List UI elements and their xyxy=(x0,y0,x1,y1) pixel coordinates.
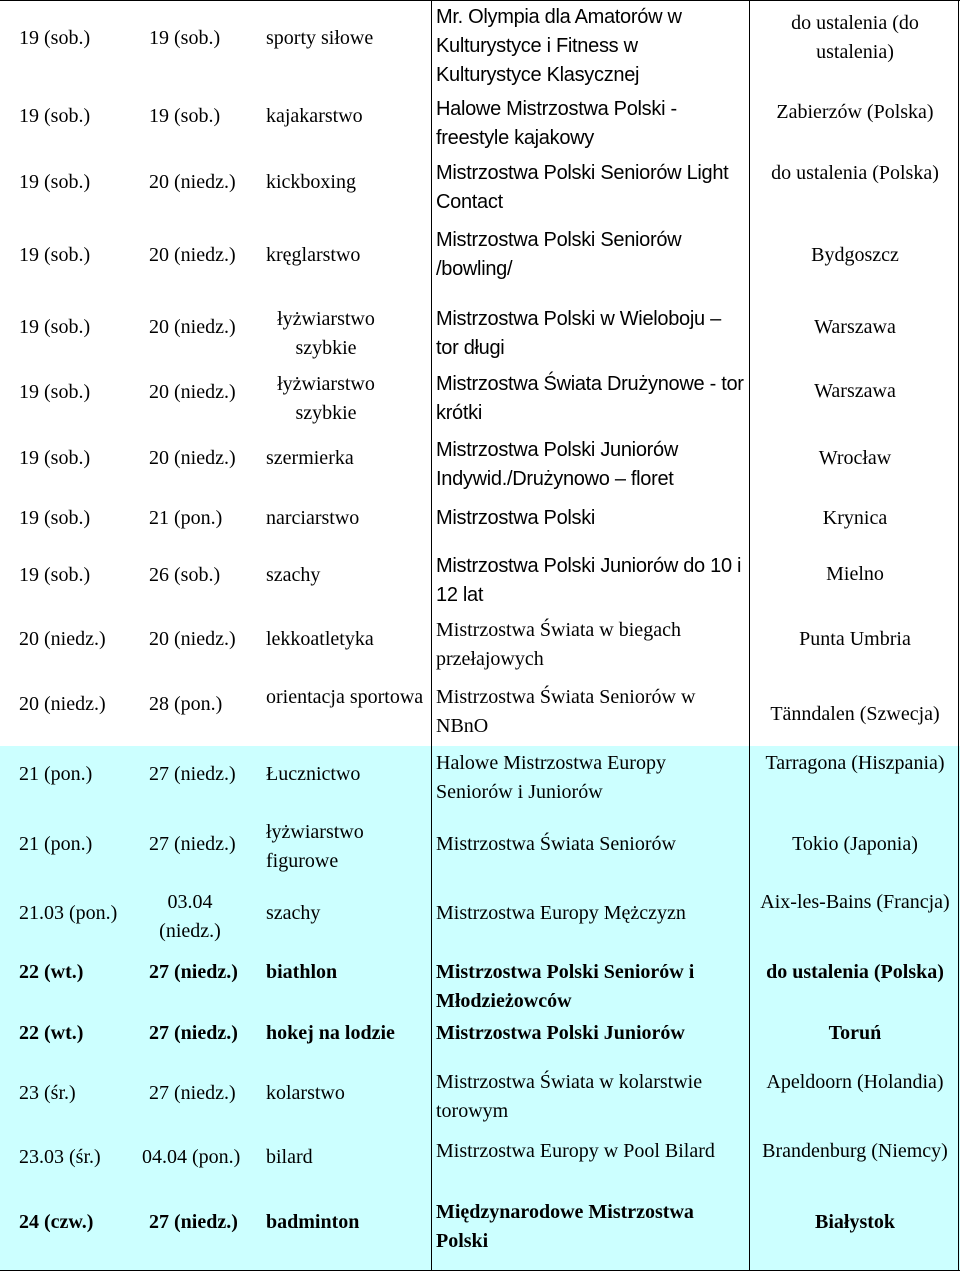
event-cell xyxy=(436,814,746,881)
start-date: 21.03 (pon.) xyxy=(19,902,118,924)
end-date: 28 (pon.) xyxy=(149,693,223,715)
table-row xyxy=(0,223,960,303)
event-cell xyxy=(436,680,746,746)
discipline: sporty siłowe xyxy=(266,27,374,49)
event-cell xyxy=(436,498,746,548)
discipline-cell xyxy=(266,157,428,223)
end-date: 27 (niedz.) xyxy=(149,833,236,855)
start-date: 23.03 (śr.) xyxy=(19,1146,101,1168)
event-name: Mistrzostwa Europy Mężczyzn xyxy=(436,902,686,924)
discipline-cell xyxy=(266,1063,428,1133)
discipline-cell xyxy=(266,613,428,680)
start-date-cell xyxy=(19,434,143,498)
discipline-cell xyxy=(266,548,428,613)
event-cell xyxy=(436,952,746,1015)
discipline: łyżwiarstwo szybkie xyxy=(277,308,375,359)
end-date: 03.04 (niedz.) xyxy=(159,891,221,942)
table-row xyxy=(0,613,960,680)
location-cell xyxy=(752,881,958,952)
location: Mielno xyxy=(826,563,884,585)
event-cell xyxy=(436,1133,746,1196)
event-cell xyxy=(436,0,746,95)
table-row xyxy=(0,95,960,157)
end-date-cell xyxy=(149,303,261,368)
location-cell xyxy=(752,303,958,368)
discipline-cell xyxy=(266,303,386,368)
start-date-cell xyxy=(19,368,143,434)
location-cell xyxy=(752,0,958,95)
discipline-cell xyxy=(266,223,428,303)
discipline: bilard xyxy=(266,1146,313,1168)
location: Krynica xyxy=(822,507,888,529)
event-name: Mistrzostwa Europy w Pool Bilard xyxy=(436,1140,715,1162)
end-date-cell xyxy=(149,952,261,1015)
end-date-cell xyxy=(149,157,261,223)
discipline: kajakarstwo xyxy=(266,105,363,127)
location-cell xyxy=(752,952,958,1015)
location: Toruń xyxy=(828,1022,882,1044)
location: Białystok xyxy=(814,1211,896,1233)
start-date-cell xyxy=(19,498,143,548)
end-date: 20 (niedz.) xyxy=(149,316,236,338)
start-date-cell xyxy=(19,1196,143,1270)
event-name: Mistrzostwa Polski Juniorów do 10 i 12 lat xyxy=(436,555,742,606)
location: Zabierzów (Polska) xyxy=(776,101,934,123)
end-date: 20 (niedz.) xyxy=(149,447,236,469)
end-date-cell xyxy=(149,434,261,498)
start-date: 22 (wt.) xyxy=(19,1022,84,1044)
discipline-cell xyxy=(266,881,428,952)
end-date-cell xyxy=(149,1063,261,1133)
end-date-cell xyxy=(142,1133,254,1196)
event-name: Mistrzostwa Świata w biegach przełajowych xyxy=(436,619,681,670)
event-cell xyxy=(436,548,746,613)
location: Aix-les-Bains (Francja) xyxy=(760,891,950,913)
end-date: 19 (sob.) xyxy=(149,27,221,49)
location: Punta Umbria xyxy=(799,628,911,650)
start-date: 19 (sob.) xyxy=(19,244,91,266)
table-row xyxy=(0,548,960,613)
table-row xyxy=(0,746,960,814)
discipline: kickboxing xyxy=(266,171,356,193)
end-date-cell xyxy=(149,368,261,434)
table-row xyxy=(0,680,960,746)
start-date-cell xyxy=(19,303,143,368)
event-cell xyxy=(436,157,746,223)
start-date: 24 (czw.) xyxy=(19,1211,94,1233)
start-date: 20 (niedz.) xyxy=(19,628,106,650)
end-date: 27 (niedz.) xyxy=(149,1211,238,1233)
start-date-cell xyxy=(19,613,143,680)
location-cell xyxy=(752,814,958,881)
location-cell xyxy=(752,1196,958,1270)
location: Warszawa xyxy=(814,316,896,338)
end-date: 27 (niedz.) xyxy=(149,961,238,983)
end-date-cell xyxy=(149,746,261,814)
table-row xyxy=(0,1196,960,1270)
discipline-cell xyxy=(266,746,428,814)
location-cell xyxy=(752,95,958,157)
event-cell xyxy=(436,613,746,680)
location: do ustalenia (Polska) xyxy=(766,961,944,983)
table-row xyxy=(0,1063,960,1133)
end-date-cell xyxy=(134,881,246,952)
discipline-cell xyxy=(266,814,406,881)
start-date: 21 (pon.) xyxy=(19,763,93,785)
start-date: 19 (sob.) xyxy=(19,171,91,193)
location-cell xyxy=(752,613,958,680)
location: Tarragona (Hiszpania) xyxy=(765,752,945,774)
event-cell xyxy=(436,1015,746,1063)
start-date-cell xyxy=(19,952,143,1015)
start-date-cell xyxy=(19,223,143,303)
event-name: Halowe Mistrzostwa Europy Seniorów i Juniorów xyxy=(436,752,666,803)
end-date-cell xyxy=(149,680,261,746)
end-date: 20 (niedz.) xyxy=(149,628,236,650)
event-cell xyxy=(436,368,746,434)
table-row xyxy=(0,1133,960,1196)
start-date: 19 (sob.) xyxy=(19,447,91,469)
end-date: 20 (niedz.) xyxy=(149,381,236,403)
discipline-cell xyxy=(266,1015,436,1063)
event-name: Mistrzostwa Polski w Wieloboju – tor długi xyxy=(436,308,721,359)
start-date-cell xyxy=(19,680,143,746)
start-date: 19 (sob.) xyxy=(19,381,91,403)
event-name: Mistrzostwa Polski Juniorów Indywid./Drużynowo – floret xyxy=(436,439,678,490)
start-date-cell xyxy=(19,548,143,613)
event-name: Mistrzostwa Świata Drużynowe - tor krótki xyxy=(436,373,744,424)
event-cell xyxy=(436,1196,746,1270)
start-date: 19 (sob.) xyxy=(19,27,91,49)
discipline: szachy xyxy=(266,902,321,924)
start-date-cell xyxy=(19,1133,143,1196)
event-cell xyxy=(436,1063,746,1133)
end-date: 20 (niedz.) xyxy=(149,244,236,266)
start-date: 19 (sob.) xyxy=(19,507,91,529)
event-cell xyxy=(436,223,746,303)
table-row xyxy=(0,881,960,952)
discipline: lekkoatletyka xyxy=(266,628,374,650)
location: Apeldoorn (Holandia) xyxy=(766,1071,944,1093)
discipline: badminton xyxy=(266,1211,360,1233)
location-cell xyxy=(752,157,958,223)
location-cell xyxy=(752,498,958,548)
location-cell xyxy=(752,1133,958,1196)
start-date-cell xyxy=(19,746,143,814)
location: Tänndalen (Szwecja) xyxy=(770,703,940,725)
event-cell xyxy=(436,303,746,368)
discipline-cell xyxy=(266,1133,428,1196)
discipline: biathlon xyxy=(266,961,338,983)
start-date: 19 (sob.) xyxy=(19,105,91,127)
end-date: 27 (niedz.) xyxy=(149,1022,238,1044)
event-name: Mistrzostwa Świata Seniorów xyxy=(436,833,676,855)
discipline-cell xyxy=(266,95,428,157)
start-date-cell xyxy=(19,814,143,881)
start-date-cell xyxy=(19,0,143,95)
start-date: 22 (wt.) xyxy=(19,961,84,983)
discipline: łyżwiarstwo szybkie xyxy=(277,373,375,424)
end-date-cell xyxy=(149,223,261,303)
end-date: 19 (sob.) xyxy=(149,105,221,127)
location-cell xyxy=(752,680,958,746)
start-date: 20 (niedz.) xyxy=(19,693,106,715)
event-cell xyxy=(436,881,746,952)
location: Brandenburg (Niemcy) xyxy=(762,1140,948,1162)
location: Bydgoszcz xyxy=(811,244,899,266)
discipline: narciarstwo xyxy=(266,507,360,529)
discipline-cell xyxy=(266,498,428,548)
discipline-cell xyxy=(266,680,428,746)
location-cell xyxy=(752,223,958,303)
end-date-cell xyxy=(149,95,261,157)
discipline: łyżwiarstwo figurowe xyxy=(266,821,364,872)
discipline: kolarstwo xyxy=(266,1082,345,1104)
discipline: orientacja sportowa xyxy=(266,686,424,708)
end-date: 26 (sob.) xyxy=(149,564,221,586)
discipline: hokej na lodzie xyxy=(266,1022,395,1044)
event-name: Mistrzostwa Polski Seniorów /bowling/ xyxy=(436,229,682,280)
location: Tokio (Japonia) xyxy=(792,833,918,855)
end-date-cell xyxy=(149,1196,261,1270)
table-row xyxy=(0,303,960,368)
discipline: kręglarstwo xyxy=(266,244,361,266)
location: Wrocław xyxy=(818,447,892,469)
event-name: Mistrzostwa Świata Seniorów w NBnO xyxy=(436,686,696,737)
start-date-cell xyxy=(19,95,143,157)
event-name: Mr. Olympia dla Amatorów w Kulturystyce i Fitness w Kulturystyce Klasycznej xyxy=(436,6,682,86)
start-date: 21 (pon.) xyxy=(19,833,93,855)
end-date: 27 (niedz.) xyxy=(149,763,236,785)
table-row xyxy=(0,952,960,1015)
start-date: 19 (sob.) xyxy=(19,564,91,586)
start-date-cell xyxy=(19,881,143,952)
location: do ustalenia (do ustalenia) xyxy=(791,12,919,63)
location-cell xyxy=(752,368,958,434)
end-date: 27 (niedz.) xyxy=(149,1082,236,1104)
event-name: Halowe Mistrzostwa Polski - freestyle kajakowy xyxy=(436,98,677,149)
start-date-cell xyxy=(19,157,143,223)
end-date-cell xyxy=(149,814,261,881)
location-cell xyxy=(752,548,958,613)
discipline: szachy xyxy=(266,564,321,586)
start-date-cell xyxy=(19,1063,143,1133)
location-cell xyxy=(752,1015,958,1063)
location: Warszawa xyxy=(814,380,896,402)
discipline: szermierka xyxy=(266,447,354,469)
discipline-cell xyxy=(266,434,428,498)
discipline-cell xyxy=(266,1196,428,1270)
end-date-cell xyxy=(149,0,261,95)
event-name: Mistrzostwa Polski Seniorów Light Contact xyxy=(436,162,729,213)
event-name: Mistrzostwa Polski Juniorów xyxy=(436,1022,685,1044)
location-cell xyxy=(752,434,958,498)
location-cell xyxy=(752,746,958,814)
table-row xyxy=(0,368,960,434)
end-date-cell xyxy=(149,548,261,613)
event-cell xyxy=(436,95,746,157)
table-row xyxy=(0,814,960,881)
discipline-cell xyxy=(266,0,428,95)
end-date-cell xyxy=(149,1015,261,1063)
start-date-cell xyxy=(19,1015,143,1063)
location-cell xyxy=(752,1063,958,1133)
end-date-cell xyxy=(149,613,261,680)
location: do ustalenia (Polska) xyxy=(771,162,939,184)
table-row xyxy=(0,157,960,223)
event-name: Mistrzostwa Polski xyxy=(436,507,596,529)
table-row xyxy=(0,498,960,548)
start-date: 19 (sob.) xyxy=(19,316,91,338)
event-name: Międzynarodowe Mistrzostwa Polski xyxy=(436,1201,694,1252)
end-date: 04.04 (pon.) xyxy=(142,1146,241,1168)
end-date: 21 (pon.) xyxy=(149,507,223,529)
end-date: 20 (niedz.) xyxy=(149,171,236,193)
start-date: 23 (śr.) xyxy=(19,1082,76,1104)
event-name: Mistrzostwa Polski Seniorów i Młodzieżowców xyxy=(436,961,695,1012)
end-date-cell xyxy=(149,498,261,548)
table-row xyxy=(0,1015,960,1063)
event-name: Mistrzostwa Świata w kolarstwie torowym xyxy=(436,1071,703,1122)
discipline-cell xyxy=(266,368,386,434)
event-cell xyxy=(436,746,746,814)
discipline: Łucznictwo xyxy=(266,763,361,785)
table-row xyxy=(0,0,960,95)
discipline-cell xyxy=(266,952,428,1015)
table-row xyxy=(0,434,960,498)
event-cell xyxy=(436,434,746,498)
